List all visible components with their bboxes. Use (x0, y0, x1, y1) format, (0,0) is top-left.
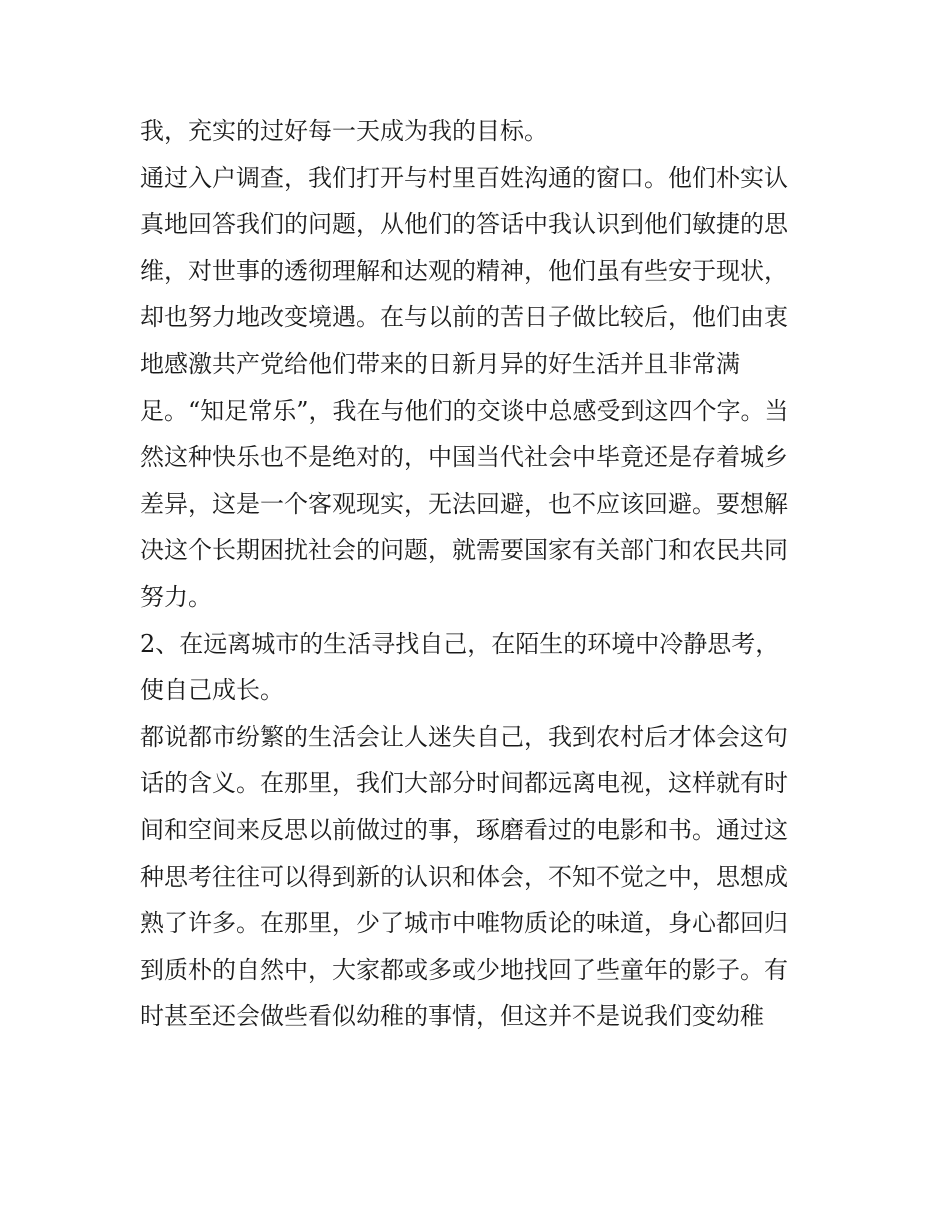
text-line: 却也努力地改变境遇。在与以前的苦日子做比较后，他们由衷 (140, 303, 788, 332)
text-line: 努力。 (140, 582, 212, 611)
text-line: 真地回答我们的问题，从他们的答话中我认识到他们敏捷的思 (140, 210, 788, 239)
text-line: 都说都市纷繁的生活会让人迷失自己，我到农村后才体会这句 (140, 722, 788, 751)
section-heading-line: 2、在远离城市的生活寻找自己，在陌生的环境中冷静思考， (140, 629, 780, 658)
text-line: 通过入户调查，我们打开与村里百姓沟通的窗口。他们朴实认 (140, 163, 788, 192)
text-line: 决这个长期困扰社会的问题，就需要国家有关部门和农民共同 (140, 536, 788, 565)
text-line: 时甚至还会做些看似幼稚的事情，但这并不是说我们变幼稚 (140, 1002, 764, 1031)
text-line: 然这种快乐也不是绝对的，中国当代社会中毕竟还是存着城乡 (140, 443, 788, 472)
text-line: 熟了许多。在那里，少了城市中唯物质论的味道，身心都回归 (140, 909, 788, 938)
text-line: 地感激共产党给他们带来的日新月异的好生活并且非常满 (140, 349, 740, 378)
text-line: 差异，这是一个客观现实，无法回避，也不应该回避。要想解 (140, 489, 788, 518)
text-line: 足。“知足常乐”，我在与他们的交谈中总感受到这四个字。当 (140, 396, 789, 425)
text-line: 我，充实的过好每一天成为我的目标。 (140, 117, 548, 145)
text-line: 到质朴的自然中，大家都或多或少地找回了些童年的影子。有 (140, 955, 788, 984)
text-line: 话的含义。在那里，我们大部分时间都远离电视，这样就有时 (140, 769, 788, 798)
text-line: 种思考往往可以得到新的认识和体会，不知不觉之中，思想成 (140, 862, 788, 891)
text-line: 维，对世事的透彻理解和达观的精神，他们虽有些安于现状， (140, 256, 788, 285)
section-heading-line: 使自己成长。 (140, 676, 284, 705)
body-text (140, 108, 820, 1040)
text-line: 间和空间来反思以前做过的事，琢磨看过的电影和书。通过这 (140, 815, 788, 844)
